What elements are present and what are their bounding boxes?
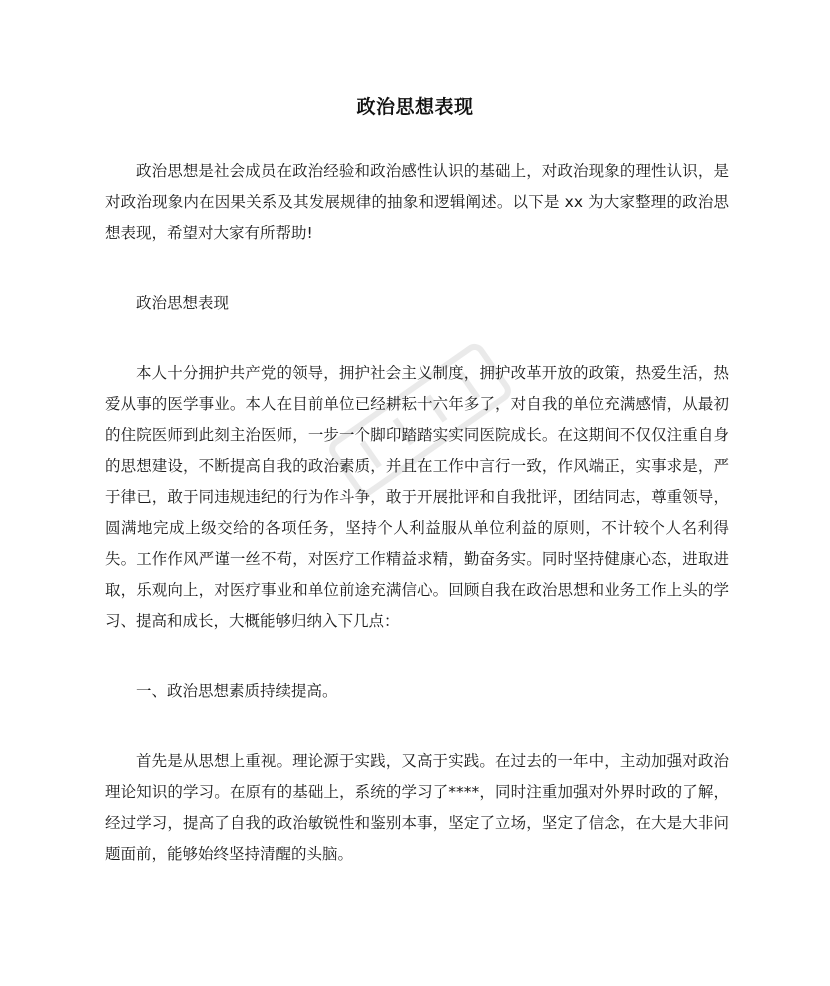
body-paragraph: 首先是从思想上重视。理论源于实践，又高于实践。在过去的一年中，主动加强对政治理论知识的学习。在原有的基础上，系统的学习了****，同时注重加强对外界时政的了解，经过学习，提高了自我的政治敏锐性和鉴别本事，坚定了立场，坚定了信念，在大是大非问题面前，能够始终坚持清醒的头脑。: [105, 752, 729, 863]
section-heading: 政治思想表现: [136, 294, 230, 312]
document-body: [105, 156, 729, 909]
subsection-heading: 一、政治思想素质持续提高。: [136, 682, 338, 700]
intro-paragraph: 政治思想是社会成员在政治经验和政治感性认识的基础上，对政治现象的理性认识，是对政治现象内在因果关系及其发展规律的抽象和逻辑阐述。以下是 xx 为大家整理的政治思想表现，希望对大家有所帮助!: [105, 162, 729, 242]
body-paragraph: 本人十分拥护共产党的领导，拥护社会主义制度，拥护改革开放的政策，热爱生活，热爱从事的医学事业。本人在目前单位已经耕耘十六年多了，对自我的单位充满感情，从最初的住院医师到此刻主治医师，一步一个脚印踏踏实实同医院成长。在这期间不仅仅注重自身的思想建设，不断提高自我的政治素质，并且在工作中言行一致，作风端正，实事求是，严于律已，敢于同违规违纪的行为作斗争，敢于开展批评和自我批评，团结同志，尊重领导，圆满地完成上级交给的各项任务，坚持个人利益服从单位利益的原则，不计较个人名利得失。工作作风严谨一丝不苟，对医疗工作精益求精，勤奋务实。同时坚持健康心态，进取进取，乐观向上，对医疗事业和单位前途充满信心。回顾自我在政治思想和业务工作上头的学习、提高和成长，大概能够归纳入下几点：: [105, 364, 729, 630]
page-title: 政治思想表现: [356, 96, 474, 118]
